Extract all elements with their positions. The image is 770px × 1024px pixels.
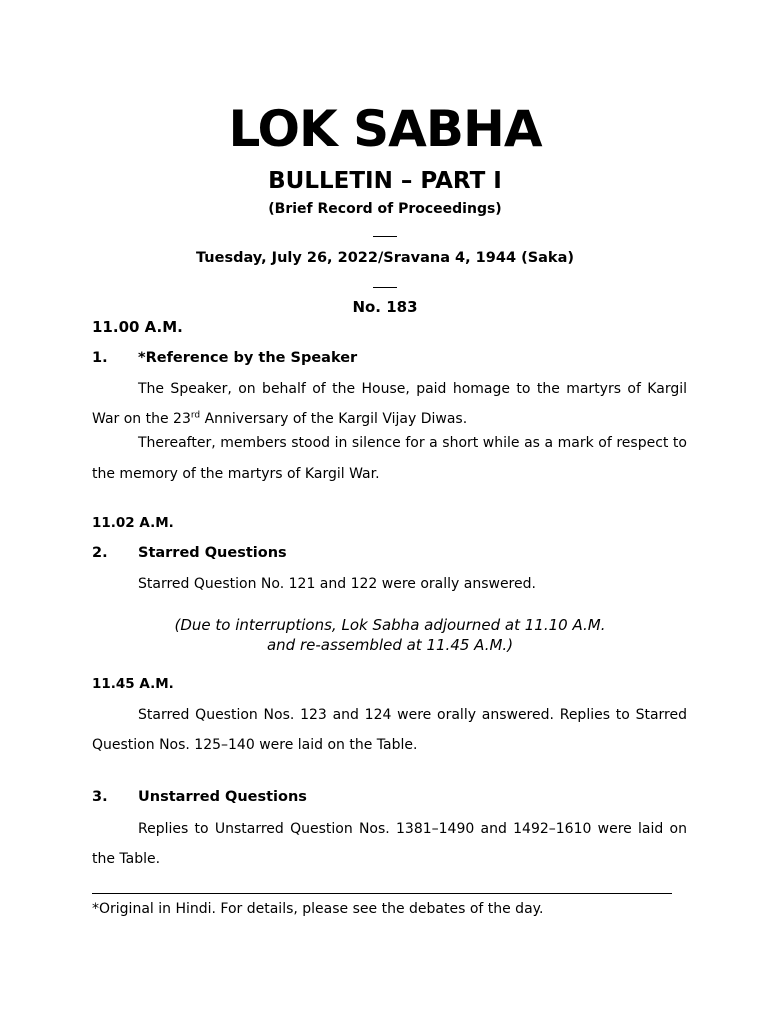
paragraph: Thereafter, members stood in silence for a short while as a mark of respect to the memory of the martyrs of Kargil War. bbox=[92, 435, 687, 482]
item-heading: Starred Questions bbox=[138, 545, 287, 561]
item-number: 3. bbox=[92, 789, 108, 805]
paragraph: Starred Question No. 121 and 122 were orally answered. bbox=[138, 576, 536, 592]
adjournment-note: (Due to interruptions, Lok Sabha adjourned at 11.10 A.M. and re-assembled at 11.45 A.M.) bbox=[174, 616, 606, 654]
paragraph: Starred Question Nos. 123 and 124 were orally answered. Replies to Starred Question Nos. 125–140 were laid on the Table. bbox=[92, 707, 687, 753]
bulletin-date: Tuesday, July 26, 2022/Sravana 4, 1944 (Saka) bbox=[196, 250, 574, 266]
bulletin-subtitle: BULLETIN – PART I bbox=[268, 168, 502, 194]
header-divider bbox=[373, 236, 397, 237]
item-number: 2. bbox=[92, 545, 108, 561]
footnote: *Original in Hindi. For details, please see the debates of the day. bbox=[92, 901, 544, 917]
bulletin-description: (Brief Record of Proceedings) bbox=[268, 201, 502, 217]
paragraph: The Speaker, on behalf of the House, paid homage to the martyrs of Kargil War on the 23rd Anniversary of the Kargil Vijay Diwas. bbox=[92, 381, 687, 427]
time-stamp: 11.02 A.M. bbox=[92, 515, 174, 531]
bulletin-number: No. 183 bbox=[352, 298, 418, 316]
superscript: rd bbox=[190, 410, 201, 421]
date-divider bbox=[373, 287, 397, 288]
footnote-divider bbox=[92, 893, 672, 894]
time-stamp: 11.00 A.M. bbox=[92, 318, 183, 336]
page-title: LOK SABHA bbox=[228, 100, 542, 158]
item-heading: *Reference by the Speaker bbox=[138, 350, 358, 366]
time-stamp: 11.45 A.M. bbox=[92, 676, 174, 692]
paragraph: Replies to Unstarred Question Nos. 1381–1490 and 1492–1610 were laid on the Table. bbox=[92, 821, 687, 867]
item-number: 1. bbox=[92, 350, 108, 366]
item-heading: Unstarred Questions bbox=[138, 789, 307, 805]
